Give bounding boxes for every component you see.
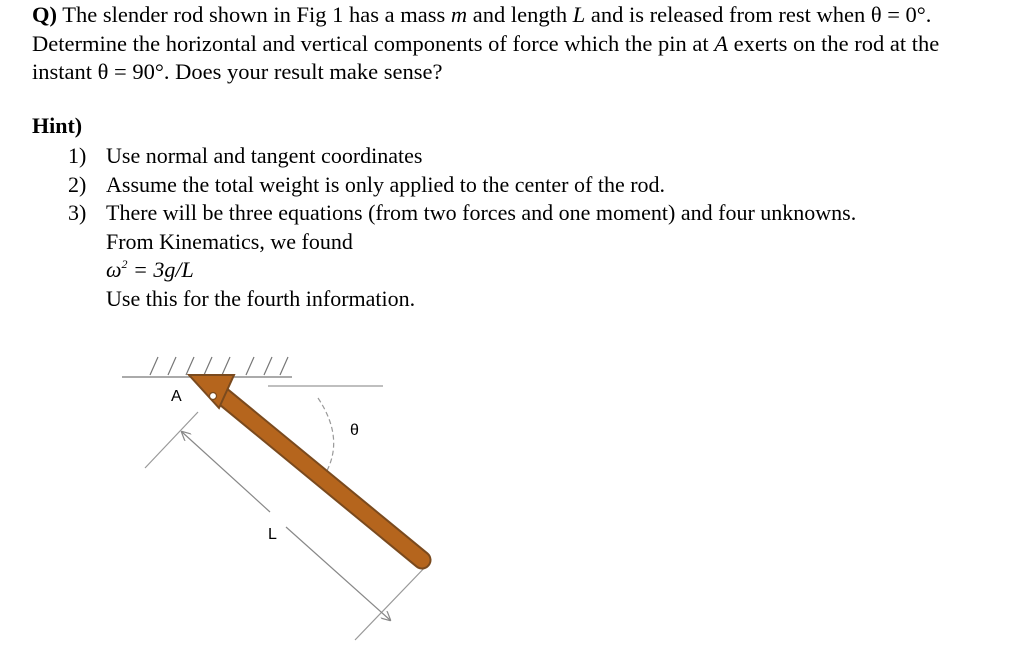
angle-label: θ (350, 422, 359, 439)
hint-title: Hint) (32, 113, 83, 138)
hint-text: There will be three equations (from two forces and one moment) and four unknowns. (106, 200, 857, 225)
pin-variable: A (714, 30, 729, 56)
hint-text: Use normal and tangent coordinates (106, 143, 423, 168)
hint-number: 3) (68, 200, 87, 225)
pin-label: A (171, 388, 182, 405)
question-part-2: and length (467, 2, 573, 27)
formula-exponent: 2 (121, 257, 128, 271)
mass-variable: m (450, 2, 468, 27)
length-variable: L (572, 2, 586, 27)
final-hint-line: Use this for the fourth information. (106, 285, 416, 311)
kinematics-line: From Kinematics, we found (106, 228, 353, 254)
question-part-3: and is released from rest when θ = 0°. Determine the horizontal and vertical components of force which the pin at (32, 2, 932, 56)
dimension-extension-bottom (355, 562, 430, 640)
length-label: L (268, 526, 277, 543)
length-dimension-arrow-up (182, 432, 270, 512)
question-part-4: exerts on the rod at the instant θ = 90°. Does your result make sense? (32, 30, 940, 84)
question-label: Q) (32, 2, 57, 27)
formula-base: ω (106, 257, 122, 282)
pin-icon (210, 393, 217, 400)
slender-rod (214, 389, 422, 560)
length-dimension-arrow-down (286, 527, 390, 620)
hint-text: Assume the total weight is only applied to the center of the rod. (106, 171, 666, 197)
formula-rest: = 3g/L (127, 257, 194, 282)
hint-number: 1) (68, 143, 87, 168)
hint-number: 2) (68, 171, 87, 197)
question-part-1: The slender rod shown in Fig 1 has a mass (57, 2, 451, 27)
